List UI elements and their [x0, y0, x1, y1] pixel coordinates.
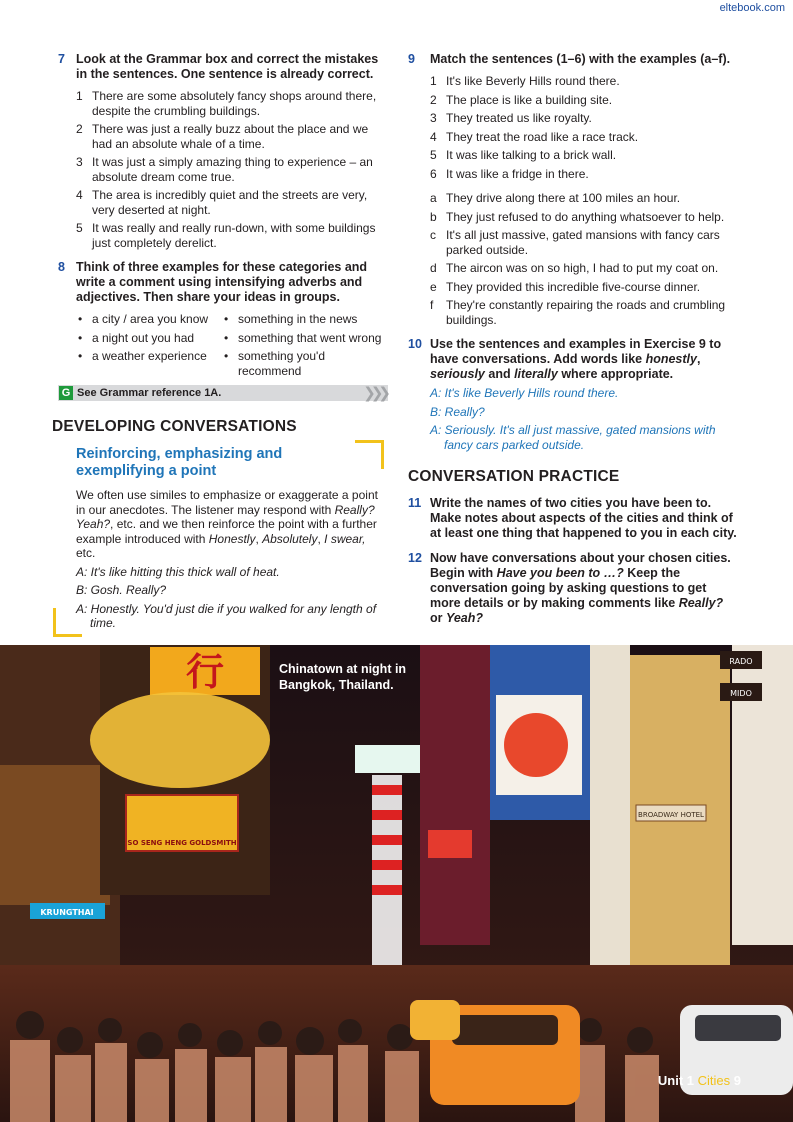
page-number: 9: [733, 1073, 741, 1088]
list-item: e They provided this incredible five-course dinner.: [430, 279, 701, 294]
sign-broadway: BROADWAY HOTEL: [638, 811, 704, 819]
dialog-line: A: It's like Beverly Hills round there.: [430, 386, 619, 400]
list-item: 3 It was just a simply amazing thing to experience – an absolute dream come true.: [76, 155, 373, 184]
dialog-line: A: It's like hitting this thick wall of heat.: [76, 564, 280, 579]
footer-unit-title: Cities: [697, 1073, 731, 1088]
exercise-number: 8: [58, 260, 65, 274]
grammar-badge-icon: G: [59, 386, 73, 400]
exercise-8-bullets: [76, 312, 388, 378]
list-item: 1 There are some absolutely fancy shops around there, despite the crumbling buildings.: [76, 89, 377, 118]
corner-decoration: [53, 608, 82, 637]
bullet-item: • a weather experience: [76, 349, 222, 378]
bullet-item: • something in the news: [222, 312, 382, 327]
list-item: d The aircon was on so high, I had to put my coat on.: [430, 261, 719, 275]
exercise-9: [408, 52, 738, 327]
exercise-9-numbered-list: [430, 74, 738, 181]
exercise-instruction: Look at the Grammar box and correct the mistakes in the sentences. One sentence is already correct.: [76, 52, 379, 81]
sign-mido: MIDO: [730, 689, 752, 698]
list-item: a They drive along there at 100 miles an hour.: [430, 191, 681, 205]
left-column: [52, 52, 388, 631]
exercise-instruction: Now have conversations about your chosen cities. Begin with Have you been to …? Keep the conversation going by asking questions to get more details or by making comments like Really? or Yeah?: [430, 551, 731, 625]
section-heading-developing-conversations: DEVELOPING CONVERSATIONS: [52, 418, 297, 435]
list-item: 2 There was just a really buzz about the place and we had an absolute whale of a time.: [76, 122, 369, 151]
sign-character: 行: [185, 650, 225, 694]
exercise-9-lettered-list: [430, 191, 738, 327]
box-subtitle: Reinforcing, emphasizing and exemplifying a point: [76, 446, 283, 479]
list-item: f They're constantly repairing the roads and crumbling buildings.: [430, 298, 726, 327]
chevrons-right-icon: ❯❯❯: [363, 385, 386, 402]
right-column: [408, 52, 738, 636]
exercise-12: [408, 551, 738, 626]
sign-rado: RADO: [729, 657, 753, 666]
exercise-11: [408, 496, 738, 541]
exercise-number: 11: [408, 496, 422, 510]
exercise-number: 9: [408, 52, 415, 66]
exercise-instruction: Match the sentences (1–6) with the examples (a–f).: [430, 52, 731, 66]
chinatown-illustration: [0, 645, 793, 1122]
site-watermark[interactable]: eltebook.com: [719, 2, 785, 14]
box-paragraph: We often use similes to emphasize or exaggerate a point in our anecdotes. The listener may respond with Really? Yeah?, etc. and we then reinforce the point with a further example introduced with Honestly, Absolutely, I swear, etc.: [76, 488, 378, 560]
list-item: 5 It was like talking to a brick wall.: [430, 148, 617, 162]
list-item: 2 The place is like a building site.: [430, 92, 613, 107]
exercise-10: [408, 337, 738, 452]
exercise-7-list: [76, 89, 388, 250]
exercise-7: [58, 52, 388, 250]
dialog-line: B: Really?: [430, 404, 485, 419]
exercise-instruction: Use the sentences and examples in Exercise 9 to have conversations. Add words like honestly, seriously and literally where appropriate.: [430, 337, 722, 381]
dialog-line: A: Honestly. You'd just die if you walked for any length of time.: [76, 601, 377, 630]
section-heading-conversation-practice: CONVERSATION PRACTICE: [408, 468, 620, 485]
dialog-line: A: Seriously. It's all just massive, gated mansions with fancy cars parked outside.: [430, 423, 716, 452]
grammar-reference-text: See Grammar reference 1A.: [77, 387, 222, 399]
list-item: 3 They treated us like royalty.: [430, 111, 592, 125]
exercise-number: 12: [408, 551, 422, 565]
exercise-number: 7: [58, 52, 65, 66]
exercise-8: [58, 260, 388, 378]
exercise-number: 10: [408, 337, 422, 351]
corner-decoration: [355, 440, 384, 469]
exercise-instruction: Think of three examples for these categories and write a comment using intensifying adverbs and adjectives. Then share your ideas in groups.: [76, 260, 368, 304]
photo-caption: Chinatown at night in Bangkok, Thailand.: [279, 662, 407, 692]
page-footer: [658, 1073, 741, 1088]
list-item: 4 The area is incredibly quiet and the streets are very, very deserted at night.: [76, 188, 368, 217]
chinatown-photo: [0, 645, 793, 1122]
footer-unit: Unit 1: [657, 1073, 694, 1088]
bullet-item: • a city / area you know: [76, 312, 222, 327]
bullet-item: • a night out you had: [76, 331, 222, 346]
grammar-reference-link[interactable]: [58, 385, 388, 401]
list-item: 6 It was like a fridge in there.: [430, 166, 589, 181]
bullet-item: • something you'd recommend: [222, 349, 382, 378]
list-item: 1 It's like Beverly Hills round there.: [430, 74, 620, 88]
list-item: 4 They treat the road like a race track.: [430, 129, 639, 144]
sign-krungthai: KRUNGTHAI: [40, 908, 94, 917]
list-item: b They just refused to do anything whatsoever to help.: [430, 209, 725, 224]
list-item: 5 It was really and really run-down, with some buildings just completely derelict.: [76, 221, 376, 250]
example-dialog: [76, 565, 388, 631]
developing-conversations-box: [58, 446, 388, 631]
example-dialog: [430, 386, 738, 452]
list-item: c It's all just massive, gated mansions with fancy cars parked outside.: [430, 228, 720, 257]
bullet-item: • something that went wrong: [222, 331, 382, 346]
sign-goldsmith: SO SENG HENG GOLDSMITH: [127, 839, 237, 847]
exercise-instruction: Write the names of two cities you have been to. Make notes about aspects of the cities and think of at least one thing that happened to you in each city.: [430, 496, 737, 540]
dialog-line: B: Gosh. Really?: [76, 583, 167, 597]
